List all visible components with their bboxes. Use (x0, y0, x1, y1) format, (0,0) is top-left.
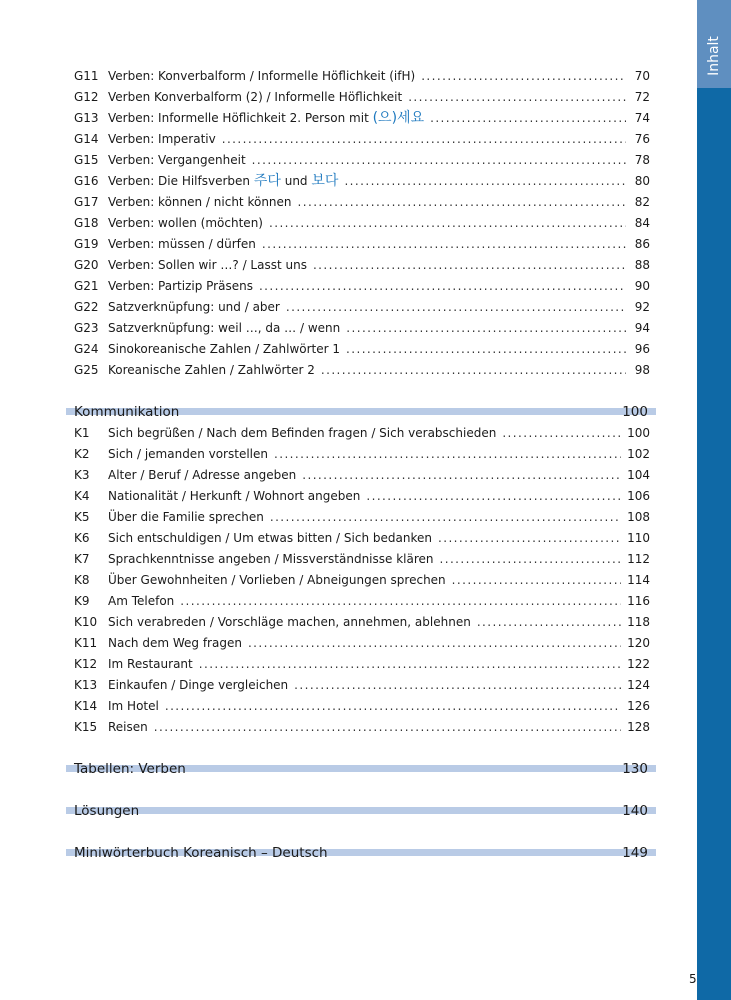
toc-entry[interactable] (74, 633, 650, 654)
side-thumb-bar (697, 0, 731, 1000)
entry-page: 84 (634, 216, 650, 230)
entry-title (108, 339, 340, 360)
entry-code: G20 (74, 258, 99, 272)
entry-title-text: Verben: können / nicht können (108, 195, 292, 209)
entry-code: G18 (74, 216, 99, 230)
entry-code: K7 (74, 552, 90, 566)
toc-entry[interactable] (74, 696, 650, 717)
toc-entry[interactable] (74, 213, 650, 234)
section-tabellen-verben[interactable] (66, 758, 656, 777)
entry-page: 92 (634, 300, 650, 314)
entry-page: 86 (634, 237, 650, 251)
dot-leader (222, 129, 626, 150)
toc-entry[interactable] (74, 66, 650, 87)
toc-entry[interactable] (74, 486, 650, 507)
dot-leader (252, 150, 626, 171)
side-tab-label: Inhalt (706, 36, 722, 76)
entry-title-text: Koreanische Zahlen / Zahlwörter 2 (108, 363, 315, 377)
entry-page: 74 (634, 111, 650, 125)
section-title: Kommunikation (74, 404, 180, 420)
entry-title-text: Sprachkenntnisse angeben / Missverständnisse klären (108, 552, 434, 566)
dot-leader (477, 612, 621, 633)
entry-code: G21 (74, 279, 99, 293)
entry-title-text: Verben: Informelle Höflichkeit 2. Person mit (108, 111, 373, 125)
entry-title (108, 465, 296, 486)
dot-leader (248, 633, 621, 654)
entry-title-text: Über Gewohnheiten / Vorlieben / Abneigungen sprechen (108, 573, 446, 587)
dot-leader (344, 171, 626, 192)
entry-page: 96 (634, 342, 650, 356)
entry-code: G16 (74, 174, 99, 188)
entry-title-text: Verben Konverbalform (2) / Informelle Höflichkeit (108, 90, 403, 104)
section-page: 100 (622, 404, 648, 420)
section-bar (66, 807, 656, 814)
dot-leader (502, 423, 621, 444)
toc-entry[interactable] (74, 150, 650, 171)
entry-page: 90 (634, 279, 650, 293)
entry-title-text: Über die Familie sprechen (108, 510, 264, 524)
entry-title (108, 66, 415, 87)
entry-title (108, 444, 268, 465)
entry-page: 104 (627, 468, 650, 482)
entry-code: K2 (74, 447, 90, 461)
entry-title-text: Sich verabreden / Vorschläge machen, annehmen, ablehnen (108, 615, 471, 629)
entry-title-text: Einkaufen / Dinge vergleichen (108, 678, 289, 692)
entry-title-text: Alter / Beruf / Adresse angeben (108, 468, 297, 482)
dot-leader (430, 108, 626, 129)
toc-entry[interactable] (74, 360, 650, 381)
korean-text: 주다 (253, 173, 281, 189)
entry-code: K3 (74, 468, 90, 482)
entry-code: G23 (74, 321, 99, 335)
toc-entry[interactable] (74, 591, 650, 612)
toc-entry[interactable] (74, 423, 650, 444)
section-miniwoerterbuch[interactable] (66, 842, 656, 861)
entry-page: 106 (627, 489, 650, 503)
entry-code: G22 (74, 300, 99, 314)
section-loesungen[interactable] (66, 800, 656, 819)
entry-title (108, 318, 340, 339)
entry-code: K4 (74, 489, 90, 503)
entry-title (108, 297, 280, 318)
entry-title (108, 234, 256, 255)
dot-leader (286, 297, 626, 318)
dot-leader (298, 192, 626, 213)
section-page: 140 (622, 803, 648, 819)
entry-title (108, 360, 315, 381)
entry-title (108, 591, 174, 612)
dot-leader (408, 87, 626, 108)
entry-title (108, 171, 338, 192)
toc-entry[interactable] (74, 276, 650, 297)
toc-entry[interactable] (74, 612, 650, 633)
toc-entry[interactable] (74, 465, 650, 486)
entry-page: 102 (627, 447, 650, 461)
dot-leader (180, 591, 621, 612)
entry-code: K14 (74, 699, 98, 713)
dot-leader (165, 696, 621, 717)
entry-title (108, 255, 307, 276)
entry-title (108, 507, 264, 528)
entry-page: 72 (634, 90, 650, 104)
entry-page: 100 (627, 426, 650, 440)
entry-page: 112 (627, 552, 650, 566)
entry-title (108, 528, 432, 549)
dot-leader (274, 444, 621, 465)
entry-title-text: Verben: wollen (möchten) (108, 216, 263, 230)
korean-text: (으)세요 (372, 110, 425, 126)
entry-page: 70 (634, 69, 650, 83)
entry-code: G24 (74, 342, 99, 356)
entry-code: G15 (74, 153, 99, 167)
entry-code: G14 (74, 132, 99, 146)
entry-title-text: Verben: müssen / dürfen (108, 237, 256, 251)
kommunikation-toc-list (74, 423, 650, 738)
dot-leader (438, 528, 621, 549)
entry-title-text: Verben: Vergangenheit (108, 153, 246, 167)
dot-leader (346, 318, 626, 339)
entry-page: 94 (634, 321, 650, 335)
dot-leader (302, 465, 621, 486)
toc-entry[interactable] (74, 255, 650, 276)
toc-entry[interactable] (74, 171, 650, 192)
entry-code: G19 (74, 237, 99, 251)
entry-page: 128 (627, 720, 650, 734)
section-title: Tabellen: Verben (74, 761, 186, 777)
section-kommunikation[interactable] (66, 401, 656, 420)
dot-leader (452, 570, 621, 591)
toc-entry[interactable] (74, 129, 650, 150)
toc-entry[interactable] (74, 318, 650, 339)
page-number: 5 (689, 972, 697, 986)
entry-code: K8 (74, 573, 90, 587)
entry-code: K6 (74, 531, 90, 545)
dot-leader (199, 654, 621, 675)
entry-code: K11 (74, 636, 98, 650)
entry-page: 124 (627, 678, 650, 692)
section-page: 130 (622, 761, 648, 777)
entry-title-text: Sinokoreanische Zahlen / Zahlwörter 1 (108, 342, 341, 356)
dot-leader (259, 276, 626, 297)
dot-leader (366, 486, 621, 507)
entry-page: 110 (627, 531, 650, 545)
entry-title (108, 213, 263, 234)
entry-title-text: Am Telefon (108, 594, 175, 608)
entry-code: G12 (74, 90, 99, 104)
entry-code: K1 (74, 426, 90, 440)
entry-title-text: Verben: Sollen wir …? / Lasst uns (108, 258, 307, 272)
entry-title-text: Verben: Die Hilfsverben (108, 174, 254, 188)
section-title: Miniwörterbuch Koreanisch – Deutsch (74, 845, 328, 861)
entry-title-text: Verben: Imperativ (108, 132, 216, 146)
dot-leader (321, 360, 626, 381)
dot-leader (294, 675, 621, 696)
entry-title-text: Nationalität / Herkunft / Wohnort angeben (108, 489, 361, 503)
entry-page: 82 (634, 195, 650, 209)
entry-page: 118 (627, 615, 650, 629)
entry-code: G25 (74, 363, 99, 377)
entry-title (108, 129, 216, 150)
entry-title-text: Reisen (108, 720, 148, 734)
entry-title (108, 696, 159, 717)
section-page: 149 (622, 845, 648, 861)
entry-code: K9 (74, 594, 90, 608)
entry-page: 78 (634, 153, 650, 167)
entry-page: 116 (627, 594, 650, 608)
section-title: Lösungen (74, 803, 140, 819)
toc-entry[interactable] (74, 675, 650, 696)
toc-entry[interactable] (74, 297, 650, 318)
entry-title-text: Nach dem Weg fragen (108, 636, 242, 650)
toc-entry[interactable] (74, 717, 650, 738)
entry-code: G11 (74, 69, 99, 83)
korean-text: 보다 (311, 173, 339, 189)
entry-title-text: Verben: Partizip Präsens (108, 279, 253, 293)
entry-code: G17 (74, 195, 99, 209)
toc-entry[interactable] (74, 549, 650, 570)
entry-title (108, 276, 253, 297)
grammar-toc-list (74, 66, 650, 381)
dot-leader (421, 66, 626, 87)
entry-title-text: Sich entschuldigen / Um etwas bitten / Sich bedanken (108, 531, 432, 545)
entry-title (108, 654, 193, 675)
entry-title (108, 423, 496, 444)
toc-entry[interactable] (74, 108, 650, 129)
entry-code: K10 (74, 615, 98, 629)
dot-leader (262, 234, 626, 255)
entry-title-text: und (280, 174, 312, 188)
entry-title (108, 633, 242, 654)
dot-leader (440, 549, 622, 570)
toc-entry[interactable] (74, 234, 650, 255)
dot-leader (270, 507, 621, 528)
toc-entry[interactable] (74, 444, 650, 465)
entry-code: K12 (74, 657, 98, 671)
entry-title-text: Satzverknüpfung: weil …, da … / wenn (108, 321, 341, 335)
entry-title (108, 87, 402, 108)
entry-code: K15 (74, 720, 98, 734)
entry-title-text: Im Restaurant (108, 657, 193, 671)
entry-title-text: Verben: Konverbalform / Informelle Höflichkeit (ifH) (108, 69, 416, 83)
toc-entry[interactable] (74, 654, 650, 675)
entry-title (108, 612, 471, 633)
entry-code: G13 (74, 111, 99, 125)
entry-title-text: Satzverknüpfung: und / aber (108, 300, 280, 314)
entry-title (108, 486, 360, 507)
entry-page: 114 (627, 573, 650, 587)
dot-leader (154, 717, 621, 738)
entry-title (108, 549, 434, 570)
toc-entry[interactable] (74, 570, 650, 591)
entry-page: 126 (627, 699, 650, 713)
entry-page: 98 (634, 363, 650, 377)
entry-page: 120 (627, 636, 650, 650)
entry-page: 88 (634, 258, 650, 272)
entry-title (108, 150, 246, 171)
toc-entry[interactable] (74, 192, 650, 213)
entry-page: 108 (627, 510, 650, 524)
entry-page: 122 (627, 657, 650, 671)
dot-leader (269, 213, 626, 234)
entry-title-text: Im Hotel (108, 699, 159, 713)
dot-leader (346, 339, 626, 360)
entry-page: 76 (634, 132, 650, 146)
entry-title-text: Sich / jemanden vorstellen (108, 447, 268, 461)
entry-title (108, 717, 148, 738)
toc-entry[interactable] (74, 528, 650, 549)
entry-title (108, 192, 292, 213)
toc-entry[interactable] (74, 87, 650, 108)
entry-code: K13 (74, 678, 98, 692)
toc-entry[interactable] (74, 339, 650, 360)
entry-code: K5 (74, 510, 90, 524)
entry-title (108, 675, 288, 696)
entry-title-text: Sich begrüßen / Nach dem Befinden fragen / Sich verabschieden (108, 426, 497, 440)
dot-leader (313, 255, 626, 276)
entry-title (108, 108, 424, 129)
toc-entry[interactable] (74, 507, 650, 528)
entry-page: 80 (634, 174, 650, 188)
entry-title (108, 570, 446, 591)
